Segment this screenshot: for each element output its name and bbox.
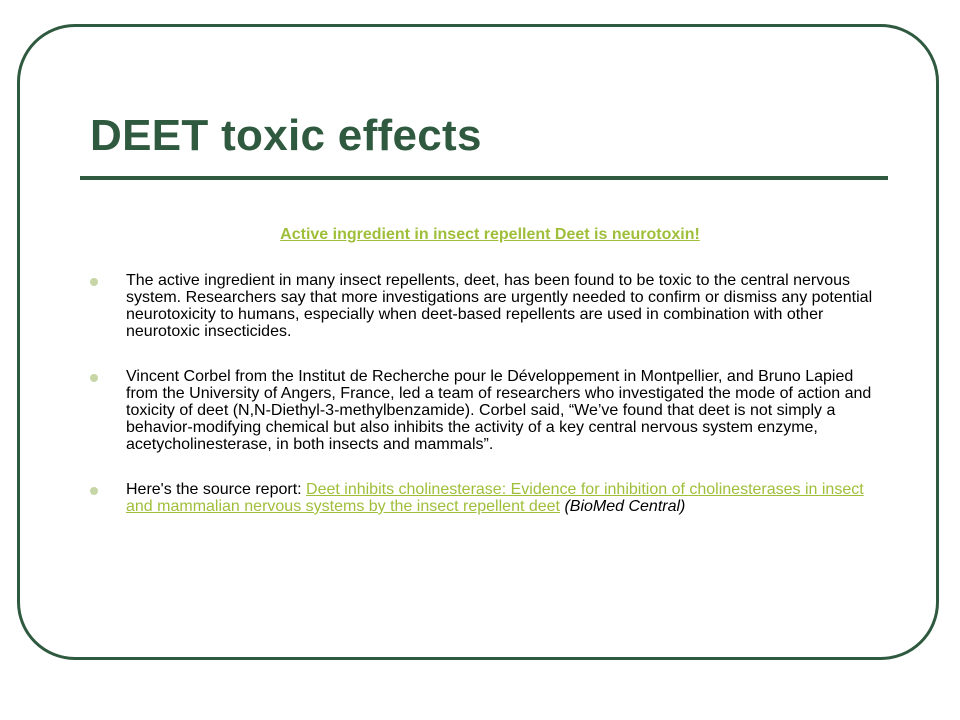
- slide-title: DEET toxic effects: [90, 111, 482, 160]
- bullet-text: The active ingredient in many insect repellents, deet, has been found to be toxic to the central nervous system. Researchers say that more investigations are urgently needed to confirm or dismiss any potential neurotoxicity to humans, especially when deet-based repellents are used in combination with other neurotoxic insecticides.: [126, 272, 873, 340]
- bullet-text: Vincent Corbel from the Institut de Recherche pour le Développement in Montpellier, and Bruno Lapied from the University of Angers, France, led a team of researchers who investigated the mode of action and toxicity of deet (N,N-Diethyl-3-methylbenzamide). Corbel said, “We’ve found that deet is not simply a behavior-modifying chemical but also inhibits the activity of a key central nervous system enzyme, acetycholinesterase, in both insects and mammals”.: [126, 368, 872, 453]
- bullet-list: [90, 272, 880, 543]
- bullet-item-toxicity: [90, 272, 880, 340]
- bullet-dot-icon: [90, 487, 98, 495]
- bullet-dot-icon: [90, 374, 98, 382]
- bullet-item-source: [90, 481, 880, 515]
- title-underline: [80, 176, 888, 180]
- headline: [110, 225, 870, 245]
- source-report-link[interactable]: Deet inhibits cholinesterase: Evidence for inhibition of cholinesterases in insect and mammalian nervous systems by the insect repellent deet: [126, 481, 864, 515]
- source-publisher: (BioMed Central): [564, 498, 686, 515]
- bullet-dot-icon: [90, 278, 98, 286]
- headline-link[interactable]: Active ingredient in insect repellent Deet is neurotoxin!: [280, 226, 700, 243]
- bullet-item-researchers: [90, 368, 880, 453]
- source-prefix: Here's the source report:: [126, 481, 307, 498]
